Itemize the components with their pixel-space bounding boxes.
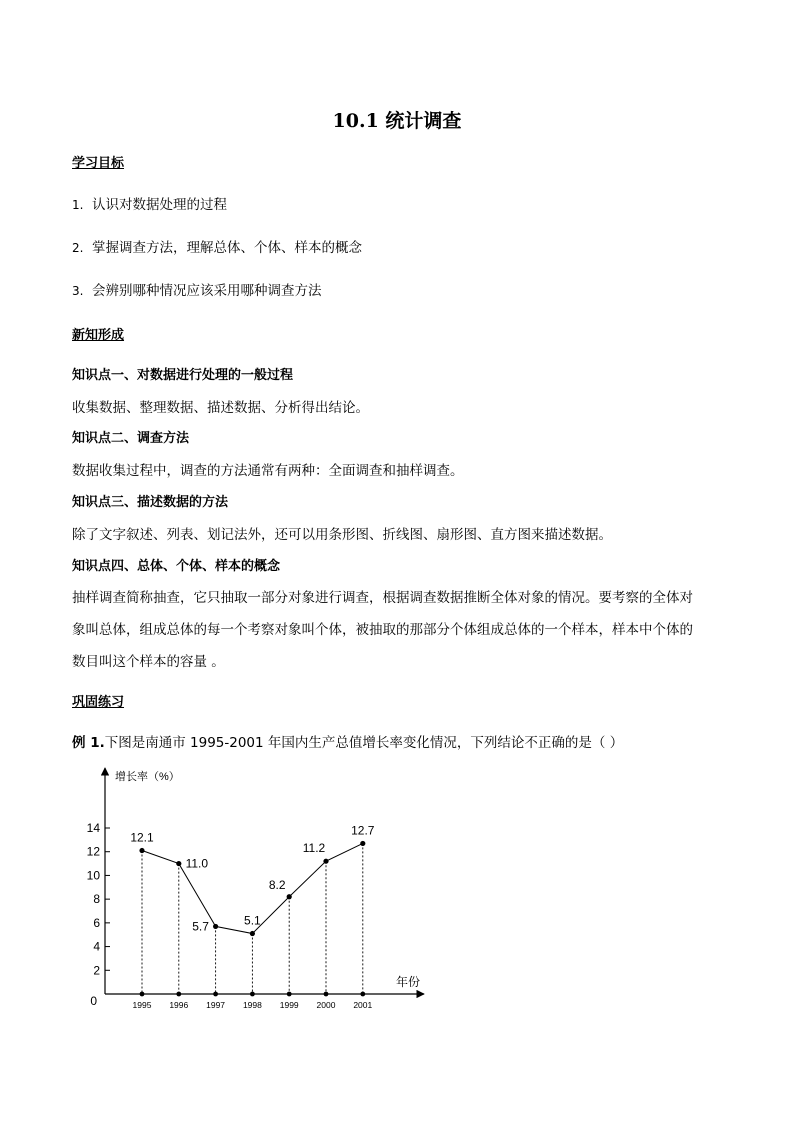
example-question	[72, 731, 623, 751]
knowledge-heading: 知识点一、对数据进行处理的一般过程	[72, 368, 294, 383]
x-tick-label: 1997	[206, 1000, 226, 1010]
x-tick-label: 2000	[316, 1000, 336, 1010]
knowledge-heading: 知识点四、总体、个体、样本的概念	[72, 559, 281, 574]
knowledge-heading: 知识点三、描述数据的方法	[72, 495, 229, 510]
x-tick-label: 1999	[279, 1000, 299, 1010]
y-tick-label: 4	[93, 939, 100, 954]
y-tick-label: 12	[86, 844, 100, 859]
chart-labels	[87, 769, 420, 1010]
section-heading-practice: 巩固练习	[72, 695, 125, 710]
data-point	[213, 924, 218, 929]
goal-number: 3.	[72, 284, 84, 298]
goal-item	[72, 236, 362, 256]
section-heading-new-knowledge: 新知形成	[72, 328, 125, 343]
goal-item	[72, 193, 227, 213]
goal-text: 认识对数据处理的过程	[92, 197, 227, 213]
data-point	[139, 848, 144, 853]
x-tick-label: 1998	[242, 1000, 262, 1010]
y-tick-label: 2	[93, 963, 100, 978]
x-tick-label: 1996	[169, 1000, 189, 1010]
x-tick-label: 1995	[132, 1000, 152, 1010]
data-label: 8.2	[268, 877, 286, 892]
goal-number: 1.	[72, 198, 84, 212]
y-tick-label: 14	[86, 821, 100, 835]
data-point	[360, 841, 365, 846]
data-label: 5.1	[244, 913, 261, 928]
section-heading-goals: 学习目标	[72, 156, 125, 171]
chart-axes	[105, 768, 424, 996]
knowledge-body-line: 象叫总体，组成总体的每一个考察对象叫个体，被抽取的那部分个体组成总体的一个样本，样本中个体的	[72, 622, 693, 638]
knowledge-body: 收集数据、整理数据、描述数据、分析得出结论。	[72, 400, 369, 416]
page-title: 10.1 统计调查	[332, 110, 462, 132]
example-label: 例 1.	[72, 735, 105, 751]
data-label: 5.7	[192, 919, 209, 934]
data-point	[176, 861, 181, 866]
growth-rate-line-chart	[86, 762, 436, 1022]
goal-number: 2.	[72, 241, 84, 255]
y-tick-label: 6	[93, 915, 100, 930]
knowledge-body: 除了文字叙述、列表、划记法外，还可以用条形图、折线图、扇形图、直方图来描述数据。	[72, 527, 612, 543]
goal-text: 会辨别哪种情况应该采用哪种调查方法	[92, 283, 322, 299]
x-axis-label: 年份	[396, 975, 421, 989]
data-label: 11.2	[302, 841, 326, 856]
knowledge-body: 数据收集过程中，调查的方法通常有两种：全面调查和抽样调查。	[72, 463, 464, 479]
y-axis-label: 增长率（%）	[115, 771, 180, 783]
y-tick-label: 10	[86, 868, 100, 883]
data-point	[323, 859, 328, 864]
data-label: 12.7	[351, 823, 375, 838]
example-text: 下图是南通市 1995-2001 年国内生产总值增长率变化情况，下列结论不正确的是（ ）	[104, 735, 624, 751]
x-tick-label: 2001	[353, 1000, 373, 1010]
knowledge-heading: 知识点二、调查方法	[72, 431, 190, 446]
y-tick-label: 8	[93, 892, 100, 907]
data-point	[287, 894, 292, 899]
goal-item	[72, 279, 322, 299]
data-label: 11.0	[185, 856, 209, 871]
knowledge-body-line: 抽样调查简称抽查，它只抽取一部分对象进行调查，根据调查数据推断全体对象的情况。要考察的全体对	[72, 590, 693, 606]
goal-text: 掌握调查方法，理解总体、个体、样本的概念	[92, 240, 362, 256]
y-tick-label: 0	[90, 994, 97, 1008]
knowledge-body-line: 数目叫这个样本的容量 。	[72, 654, 225, 670]
data-point	[250, 931, 255, 936]
data-label: 12.1	[130, 830, 154, 845]
